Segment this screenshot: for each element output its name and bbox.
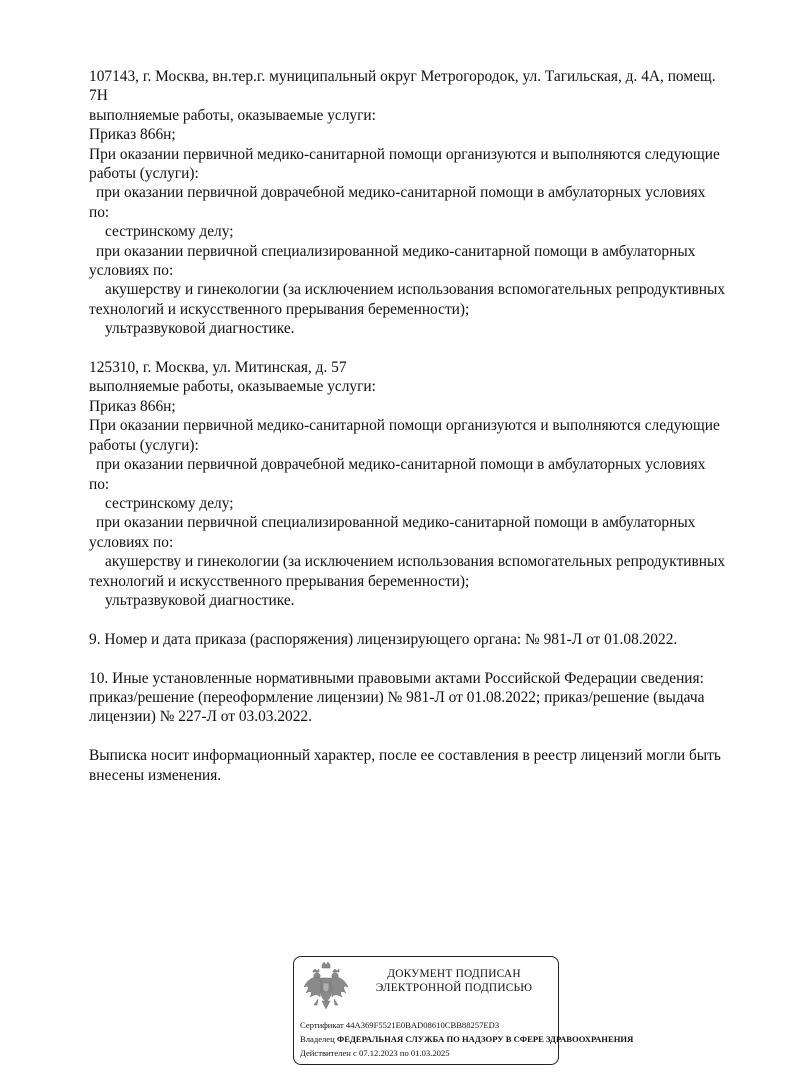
stamp-details [300, 1018, 634, 1060]
validity-label: Действителен [300, 1048, 351, 1058]
owner-label: Владелец [300, 1034, 335, 1044]
specialized-care-item: при оказании первичной специализированной медико-санитарной помощи в амбулаторных [96, 242, 696, 260]
obstetrics-service-continued: технологий и искусственного прерывания беременности); [89, 300, 470, 318]
stamp-title-line: ДОКУМЕНТ ПОДПИСАН [387, 968, 521, 980]
primary-care-intro: При оказании первичной медико-санитарной помощи организуются и выполняются следующие [89, 145, 720, 163]
address-line: 125310, г. Москва, ул. Митинская, д. 57 [89, 359, 347, 377]
electronic-signature-stamp [293, 956, 634, 1065]
owner-row [300, 1032, 634, 1046]
certificate-value: 44A369F5521E0BAD08610CBB88257ED3 [345, 1020, 500, 1030]
primary-care-intro-continued: работы (услуги): [89, 165, 199, 183]
nursing-service: сестринскому делу; [105, 494, 234, 512]
obstetrics-service: акушерству и гинекологии (за исключением использования вспомогательных репродуктивных [105, 281, 726, 299]
stamp-title [354, 967, 554, 995]
ultrasound-service: ультразвуковой диагностике. [105, 591, 295, 609]
address-block-mitinskaya [89, 358, 765, 610]
prehospital-care-item-continued: по: [89, 475, 110, 493]
address-line-continued: 7Н [89, 87, 108, 105]
address-block-metrogorodok [89, 67, 765, 339]
license-order-number: 9. Номер и дата приказа (распоряжения) лицензирующего органа: № 981-Л от 01.08.2022. [89, 630, 678, 648]
double-headed-eagle-emblem-icon [302, 961, 350, 1015]
obstetrics-service: акушерству и гинекологии (за исключением использования вспомогательных репродуктивных [105, 553, 726, 571]
specialized-care-item: при оказании первичной специализированной медико-санитарной помощи в амбулаторных [96, 514, 696, 532]
validity-to: по 01.03.2025 [399, 1048, 450, 1058]
obstetrics-service-continued: технологий и искусственного прерывания беременности); [89, 572, 470, 590]
other-info-line: лицензии) № 227-Л от 03.03.2022. [89, 708, 312, 726]
ultrasound-service: ультразвуковой диагностике. [105, 320, 295, 338]
nursing-service: сестринскому делу; [105, 223, 234, 241]
primary-care-intro: При оказании первичной медико-санитарной помощи организуются и выполняются следующие [89, 417, 720, 435]
order-reference: Приказ 866н; [89, 397, 176, 415]
certificate-label: Сертификат [300, 1020, 344, 1030]
certificate-row [300, 1018, 600, 1032]
stamp-title-line: ЭЛЕКТРОННОЙ ПОДПИСЬЮ [375, 982, 533, 994]
specialized-care-item-continued: условиях по: [89, 262, 174, 280]
prehospital-care-item: при оказании первичной доврачебной медико-санитарной помощи в амбулаторных условиях [96, 184, 706, 202]
prehospital-care-item: при оказании первичной доврачебной медико-санитарной помощи в амбулаторных условиях [96, 456, 706, 474]
section-10 [89, 669, 765, 727]
disclaimer-line: Выписка носит информационный характер, после ее составления в реестр лицензий могли быть [89, 747, 721, 765]
owner-value: ФЕДЕРАЛЬНАЯ СЛУЖБА ПО НАДЗОРУ В СФЕРЕ ЗДРАВООХРАНЕНИЯ [336, 1034, 634, 1044]
works-heading: выполняемые работы, оказываемые услуги: [89, 378, 376, 396]
prehospital-care-item-continued: по: [89, 203, 110, 221]
document-body [89, 67, 765, 785]
address-line: 107143, г. Москва, вн.тер.г. муниципальный округ Метрогородок, ул. Тагильская, д. 4А, помещ. [89, 68, 716, 85]
other-info-line: приказ/решение (переоформление лицензии) № 981-Л от 01.08.2022; приказ/решение (выдача [89, 688, 705, 706]
validity-from: с 07.12.2023 [353, 1048, 398, 1058]
specialized-care-item-continued: условиях по: [89, 533, 174, 551]
section-9 [89, 630, 765, 649]
validity-row [300, 1046, 600, 1060]
disclaimer-line: внесены изменения. [89, 766, 222, 784]
other-info-line: 10. Иные установленные нормативными правовыми актами Российской Федерации сведения: [89, 669, 704, 687]
primary-care-intro-continued: работы (услуги): [89, 436, 199, 454]
order-reference: Приказ 866н; [89, 126, 176, 144]
disclaimer [89, 746, 765, 785]
works-heading: выполняемые работы, оказываемые услуги: [89, 106, 376, 124]
